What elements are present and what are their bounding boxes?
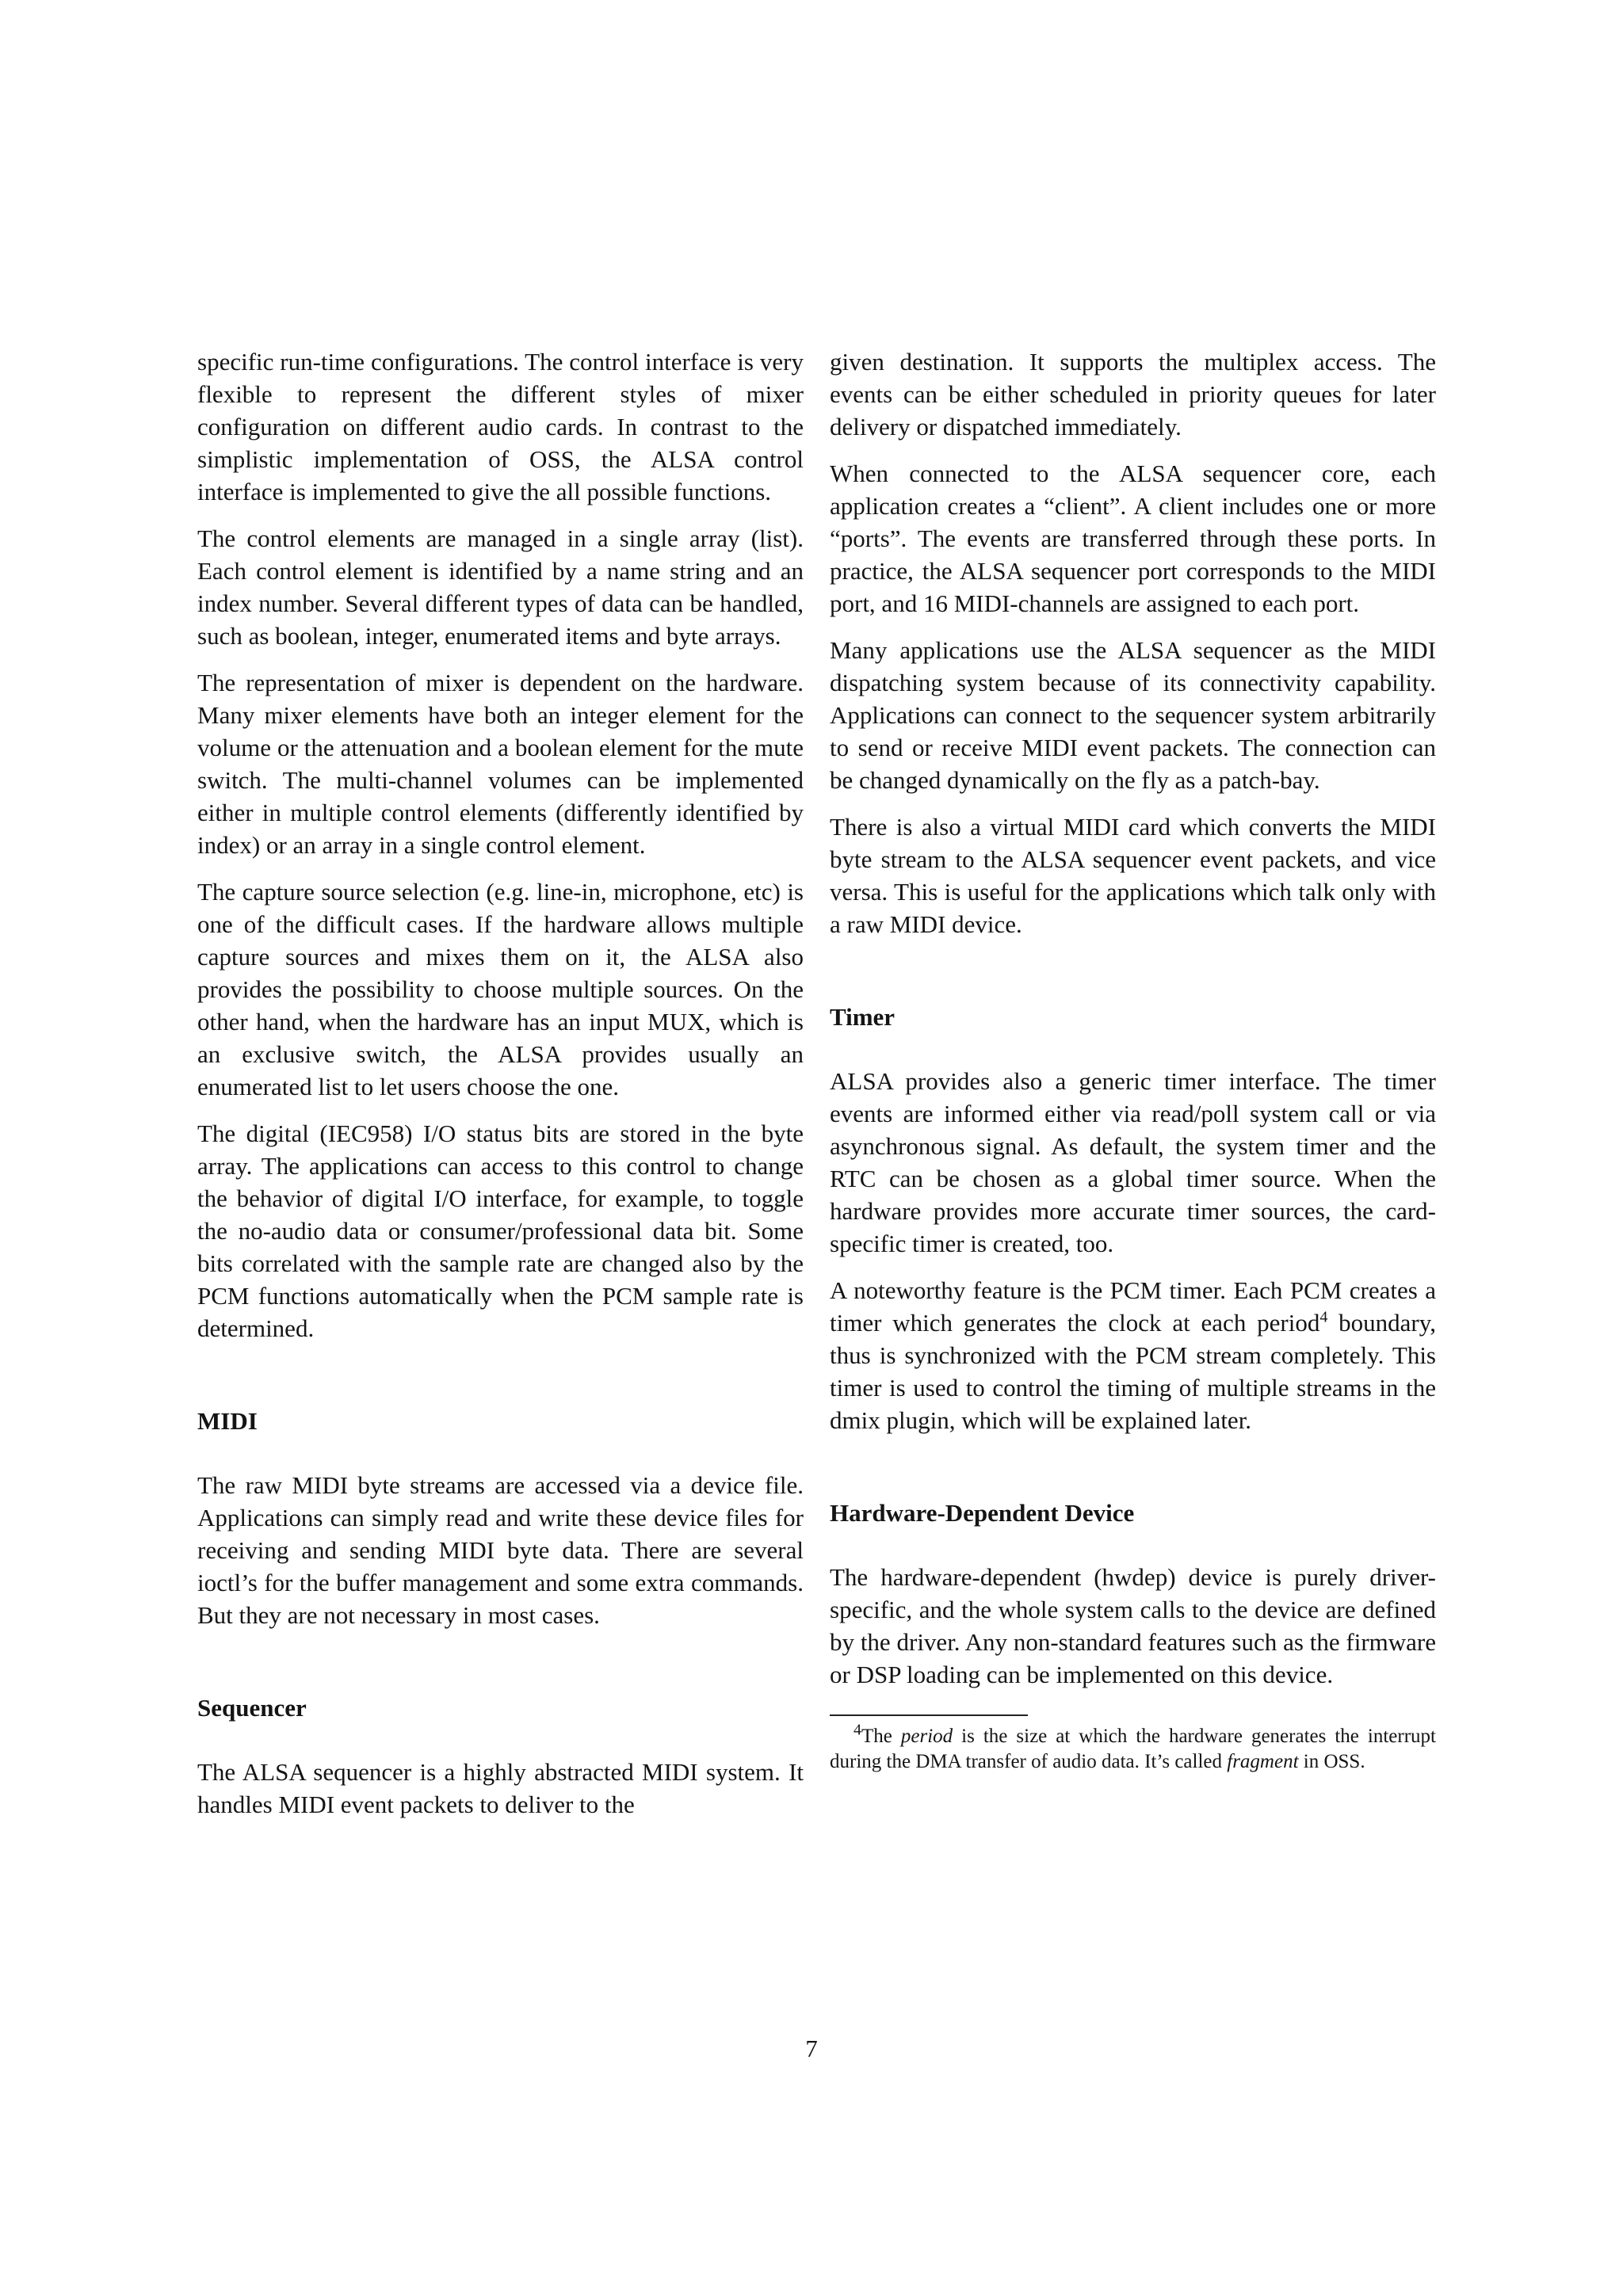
paragraph: specific run-time configurations. The control interface is very flexible to represent the different styles of mixer configuration on different audio cards. In contrast to the simplistic implementation of OSS, the ALSA control interface is implemented to give the all possible functions. [197, 348, 804, 505]
footnote [830, 1721, 1436, 1775]
footnote-reference: 4 [1319, 1308, 1328, 1326]
section-heading-timer: Timer [830, 1003, 896, 1031]
paragraph: The capture source selection (e.g. line-in, microphone, etc) is one of the difficult cases. If the hardware allows multiple capture sources and mixes them on it, the ALSA also provides the possibility to choose multiple sources. On the other hand, when the hardware has an input MUX, which is an exclusive switch, the ALSA provides usually an enumerated list to let users choose the one. [197, 878, 804, 1100]
footnote-mark: 4 [854, 1721, 861, 1739]
footnote-text: The [861, 1726, 901, 1747]
paragraph-text: boundary, thus is synchronized with the PCM stream completely. This timer is used to control the timing of multiple streams in the dmix plugin, which will be explained later. [830, 1309, 1436, 1434]
section-heading-midi: MIDI [197, 1407, 258, 1435]
paragraph [830, 1274, 1436, 1436]
left-column [197, 345, 804, 1835]
page-number: 7 [805, 2035, 818, 2062]
paragraph: The digital (IEC958) I/O status bits are stored in the byte array. The applications can access to this control to change the behavior of digital I/O interface, for example, to toggle the no-audio data or consumer/professional data bit. Some bits correlated with the sample rate are changed also by the PCM functions automatically when the PCM sample rate is determined. [197, 1119, 804, 1342]
paragraph-text: A noteworthy feature is the PCM timer. Each PCM creates a timer which generates the clock at each period [830, 1276, 1436, 1337]
footnote-text: in OSS. [1298, 1751, 1365, 1772]
section-heading-hardware-dependent-device: Hardware-Dependent Device [830, 1499, 1135, 1527]
paragraph: The representation of mixer is dependent on the hardware. Many mixer elements have both an integer element for the volume or the attenuation and a boolean element for the mute switch. The multi-channel volumes can be implemented either in multiple control elements (differently identified by index) or an array in a single control element. [197, 669, 804, 859]
paragraph: Many applications use the ALSA sequencer as the MIDI dispatching system because of its connectivity capability. Applications can connect to the sequencer system arbitrarily to send or receive MIDI event packets. The connection can be changed dynamically on the fly as a patch-bay. [830, 636, 1436, 794]
footnote-divider [830, 1714, 1028, 1716]
footnote-emphasis: fragment [1227, 1751, 1299, 1772]
footnote-text: is the size at which the hardware generates the interrupt during the DMA transfer of audio data. It’s called [830, 1726, 1436, 1772]
paragraph: ALSA provides also a generic timer interface. The timer events are informed either via read/poll system call or via asynchronous signal. As default, the system timer and the RTC can be chosen as a global timer source. When the hardware provides more accurate timer sources, the card-specific timer is created, too. [830, 1067, 1436, 1257]
paragraph: There is also a virtual MIDI card which converts the MIDI byte stream to the ALSA sequencer event packets, and vice versa. This is useful for the applications which talk only with a raw MIDI device. [830, 813, 1436, 938]
paragraph: given destination. It supports the multiplex access. The events can be either scheduled in priority queues for later delivery or dispatched immediately. [830, 348, 1436, 441]
paragraph: The ALSA sequencer is a highly abstracted MIDI system. It handles MIDI event packets to deliver to the [197, 1758, 804, 1818]
right-column [830, 345, 1436, 1789]
paragraph: The raw MIDI byte streams are accessed via a device file. Applications can simply read and write these device files for receiving and sending MIDI byte data. There are several ioctl’s for the buffer management and some extra commands. But they are not necessary in most cases. [197, 1471, 804, 1629]
section-heading-sequencer: Sequencer [197, 1694, 307, 1722]
paragraph: When connected to the ALSA sequencer core, each application creates a “client”. A client includes one or more “ports”. The events are transferred through these ports. In practice, the ALSA sequencer port corresponds to the MIDI port, and 16 MIDI-channels are assigned to each port. [830, 460, 1436, 617]
paragraph: The control elements are managed in a single array (list). Each control element is identified by a name string and an index number. Several different types of data can be handled, such as boolean, integer, enumerated items and byte arrays. [197, 524, 804, 650]
footnote-emphasis: period [900, 1726, 953, 1747]
paragraph: The hardware-dependent (hwdep) device is purely driver-specific, and the whole system calls to the device are defined by the driver. Any non-standard features such as the firmware or DSP loading can be implemented on this device. [830, 1563, 1436, 1688]
